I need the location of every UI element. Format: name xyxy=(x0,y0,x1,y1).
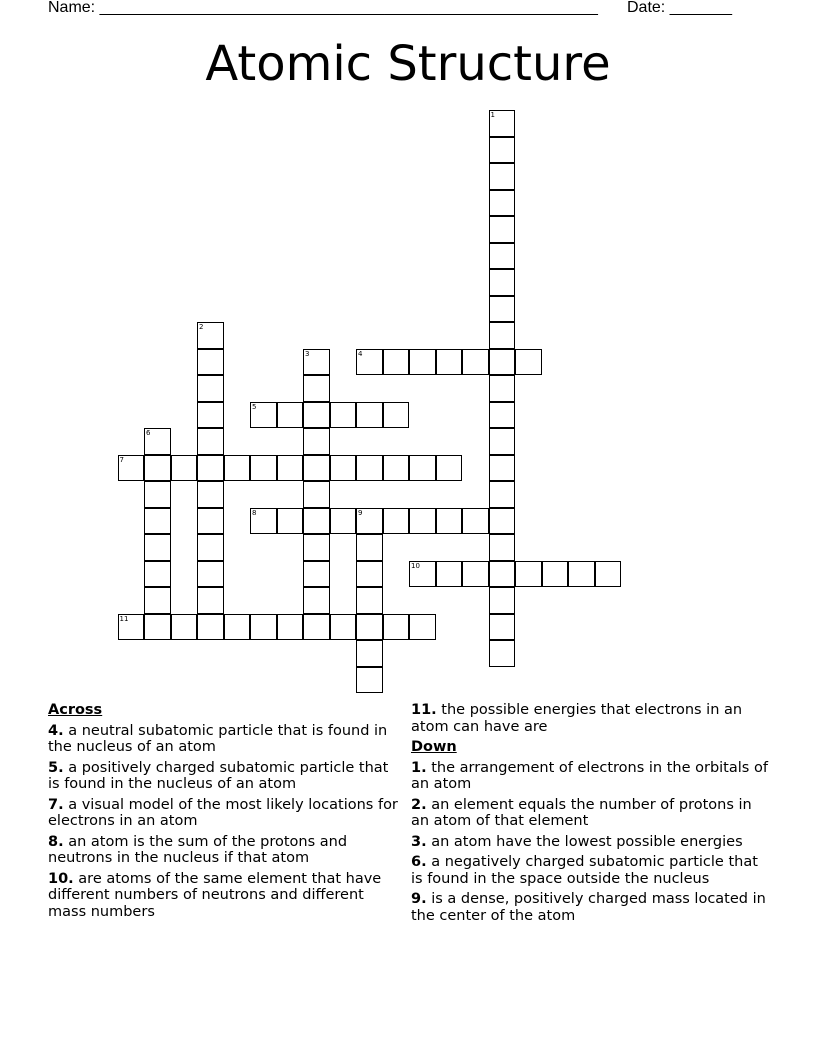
grid-cell[interactable] xyxy=(277,508,304,535)
grid-cell[interactable] xyxy=(224,455,251,482)
grid-cell[interactable] xyxy=(303,534,330,561)
down-clue-3 xyxy=(411,834,771,851)
grid-cell[interactable] xyxy=(250,614,277,641)
clue-number-label: 4 xyxy=(358,349,363,358)
grid-cell[interactable] xyxy=(515,349,542,376)
grid-cell[interactable] xyxy=(356,614,383,641)
grid-cell[interactable] xyxy=(171,455,198,482)
grid-cell[interactable] xyxy=(489,561,516,588)
grid-cell[interactable] xyxy=(250,402,277,429)
grid-cell[interactable] xyxy=(356,455,383,482)
clue-number: 10. xyxy=(48,870,74,887)
across-clue-11 xyxy=(411,702,771,735)
grid-cell[interactable] xyxy=(489,455,516,482)
grid-cell[interactable] xyxy=(409,508,436,535)
clue-number-label: 6 xyxy=(146,429,151,437)
grid-cell[interactable] xyxy=(303,587,330,614)
grid-cell[interactable] xyxy=(197,614,224,641)
grid-cell[interactable] xyxy=(303,561,330,588)
grid-cell[interactable] xyxy=(144,561,171,588)
grid-cell[interactable] xyxy=(144,614,171,641)
grid-cell[interactable] xyxy=(330,508,357,535)
grid-cell[interactable] xyxy=(489,375,516,402)
clue-number-label: 7 xyxy=(119,455,124,464)
grid-cell[interactable] xyxy=(489,243,516,270)
across-clue-8 xyxy=(48,834,404,867)
grid-cell[interactable] xyxy=(515,561,542,588)
grid-cell[interactable] xyxy=(595,561,622,588)
grid-cell[interactable] xyxy=(356,402,383,429)
grid-cell[interactable] xyxy=(489,402,516,429)
grid-cell[interactable] xyxy=(144,455,171,482)
grid-cell[interactable] xyxy=(383,614,410,641)
grid-cell[interactable] xyxy=(489,640,516,667)
grid-cell[interactable] xyxy=(462,508,489,535)
grid-cell[interactable] xyxy=(197,402,224,429)
grid-cell[interactable] xyxy=(197,587,224,614)
grid-cell[interactable] xyxy=(489,216,516,243)
grid-cell[interactable] xyxy=(197,428,224,455)
clue-number: 7. xyxy=(48,796,64,813)
grid-cell[interactable] xyxy=(224,614,251,641)
grid-cell[interactable] xyxy=(303,481,330,508)
grid-cell[interactable] xyxy=(489,481,516,508)
grid-cell[interactable] xyxy=(118,455,145,482)
grid-cell[interactable] xyxy=(409,455,436,482)
grid-cell[interactable] xyxy=(489,428,516,455)
grid-cell[interactable] xyxy=(409,614,436,641)
clues-column-left xyxy=(48,702,404,924)
clue-number: 3. xyxy=(411,833,427,850)
clue-number-label: 10 xyxy=(411,561,420,570)
clue-number-label: 2 xyxy=(199,323,204,331)
grid-cell[interactable] xyxy=(144,534,171,561)
clue-text: an atom have the lowest possible energies xyxy=(426,833,743,850)
grid-cell[interactable] xyxy=(356,508,383,535)
grid-cell[interactable] xyxy=(489,508,516,535)
clue-number: 9. xyxy=(411,891,427,907)
grid-cell[interactable] xyxy=(197,561,224,588)
clue-number: 5. xyxy=(48,759,64,776)
grid-cell[interactable] xyxy=(356,561,383,588)
grid-cell[interactable] xyxy=(356,667,383,694)
down-clue-9 xyxy=(411,891,771,924)
grid-cell[interactable] xyxy=(303,402,330,429)
grid-cell[interactable] xyxy=(436,561,463,588)
grid-cell[interactable] xyxy=(383,349,410,376)
grid-cell[interactable] xyxy=(409,349,436,376)
grid-cell[interactable] xyxy=(303,375,330,402)
down-heading: Down xyxy=(411,739,457,755)
grid-cell[interactable] xyxy=(144,428,171,455)
across-clue-4 xyxy=(48,723,404,756)
grid-cell[interactable] xyxy=(250,508,277,535)
grid-cell[interactable] xyxy=(356,534,383,561)
clue-text: an atom is the sum of the protons and neutrons in the nucleus if that atom xyxy=(48,833,348,866)
grid-cell[interactable] xyxy=(144,508,171,535)
name-field-label[interactable]: Name: ________________________________________________________ xyxy=(48,0,598,16)
clues-column-right xyxy=(411,702,771,928)
grid-cell[interactable] xyxy=(144,481,171,508)
grid-cell[interactable] xyxy=(303,428,330,455)
clue-text: a visual model of the most likely locations for electrons in an atom xyxy=(48,796,398,829)
grid-cell[interactable] xyxy=(144,587,171,614)
clue-number: 11. xyxy=(411,702,437,718)
grid-cell[interactable] xyxy=(197,534,224,561)
grid-cell[interactable] xyxy=(330,614,357,641)
grid-cell[interactable] xyxy=(197,481,224,508)
clue-number: 2. xyxy=(411,796,427,813)
grid-cell[interactable] xyxy=(489,110,516,137)
clue-number-label: 8 xyxy=(252,508,257,517)
grid-cell[interactable] xyxy=(489,587,516,614)
across-clue-5 xyxy=(48,760,404,793)
grid-cell[interactable] xyxy=(436,349,463,376)
grid-cell[interactable] xyxy=(383,455,410,482)
grid-cell[interactable] xyxy=(356,587,383,614)
grid-cell[interactable] xyxy=(197,455,224,482)
clue-number-label: 5 xyxy=(252,402,257,411)
grid-cell[interactable] xyxy=(489,296,516,323)
clue-number-label: 9 xyxy=(358,508,363,517)
clue-text: a negatively charged subatomic particle that is found in the space outside the nucleus xyxy=(411,854,758,887)
grid-cell[interactable] xyxy=(489,322,516,349)
across-clue-10 xyxy=(48,871,404,921)
grid-cell[interactable] xyxy=(197,349,224,376)
page-title: Atomic Structure xyxy=(205,36,611,92)
clue-number-label: 3 xyxy=(305,349,310,358)
grid-cell[interactable] xyxy=(356,640,383,667)
grid-cell[interactable] xyxy=(489,190,516,217)
clue-number: 6. xyxy=(411,854,427,870)
grid-cell[interactable] xyxy=(197,508,224,535)
grid-cell[interactable] xyxy=(277,455,304,482)
grid-cell[interactable] xyxy=(303,614,330,641)
grid-cell[interactable] xyxy=(303,508,330,535)
grid-cell[interactable] xyxy=(330,455,357,482)
down-clue-6 xyxy=(411,854,771,887)
clue-text: an element equals the number of protons in an atom of that element xyxy=(411,796,752,829)
grid-cell[interactable] xyxy=(197,375,224,402)
grid-cell[interactable] xyxy=(303,349,330,376)
grid-cell[interactable] xyxy=(462,349,489,376)
grid-cell[interactable] xyxy=(489,534,516,561)
date-field-label[interactable]: Date: _______ xyxy=(627,0,732,16)
grid-cell[interactable] xyxy=(171,614,198,641)
across-clue-7 xyxy=(48,797,404,830)
grid-cell[interactable] xyxy=(489,349,516,376)
grid-cell[interactable] xyxy=(436,508,463,535)
grid-cell[interactable] xyxy=(330,402,357,429)
grid-cell[interactable] xyxy=(489,614,516,641)
clue-text: a positively charged subatomic particle that is found in the nucleus of an atom xyxy=(48,759,389,792)
grid-cell[interactable] xyxy=(250,455,277,482)
grid-cell[interactable] xyxy=(383,402,410,429)
down-clue-2 xyxy=(411,797,771,830)
grid-cell[interactable] xyxy=(118,614,145,641)
clue-text: the arrangement of electrons in the orbitals of an atom xyxy=(411,759,768,792)
grid-cell[interactable] xyxy=(489,137,516,164)
clue-number-label: 1 xyxy=(490,111,495,119)
clue-text: is a dense, positively charged mass located in the center of the atom xyxy=(411,891,766,924)
grid-cell[interactable] xyxy=(489,163,516,190)
clue-number-label: 11 xyxy=(119,614,129,623)
grid-cell[interactable] xyxy=(356,349,383,376)
grid-cell[interactable] xyxy=(462,561,489,588)
across-heading: Across xyxy=(48,702,103,718)
clue-text: a neutral subatomic particle that is found in the nucleus of an atom xyxy=(48,722,388,755)
grid-cell[interactable] xyxy=(383,508,410,535)
grid-cell[interactable] xyxy=(409,561,436,588)
grid-cell[interactable] xyxy=(277,402,304,429)
grid-cell[interactable] xyxy=(436,455,463,482)
grid-cell[interactable] xyxy=(568,561,595,588)
clue-number: 1. xyxy=(411,759,427,776)
down-clue-1 xyxy=(411,760,771,793)
clue-text: the possible energies that electrons in an atom can have are xyxy=(411,702,743,735)
grid-cell[interactable] xyxy=(489,269,516,296)
grid-cell[interactable] xyxy=(277,614,304,641)
grid-cell[interactable] xyxy=(542,561,569,588)
clue-number: 4. xyxy=(48,722,64,739)
grid-cell[interactable] xyxy=(197,322,224,349)
clue-text: are atoms of the same element that have different numbers of neutrons and different mass numbers xyxy=(48,870,382,920)
grid-cell[interactable] xyxy=(303,455,330,482)
clue-number: 8. xyxy=(48,833,64,850)
